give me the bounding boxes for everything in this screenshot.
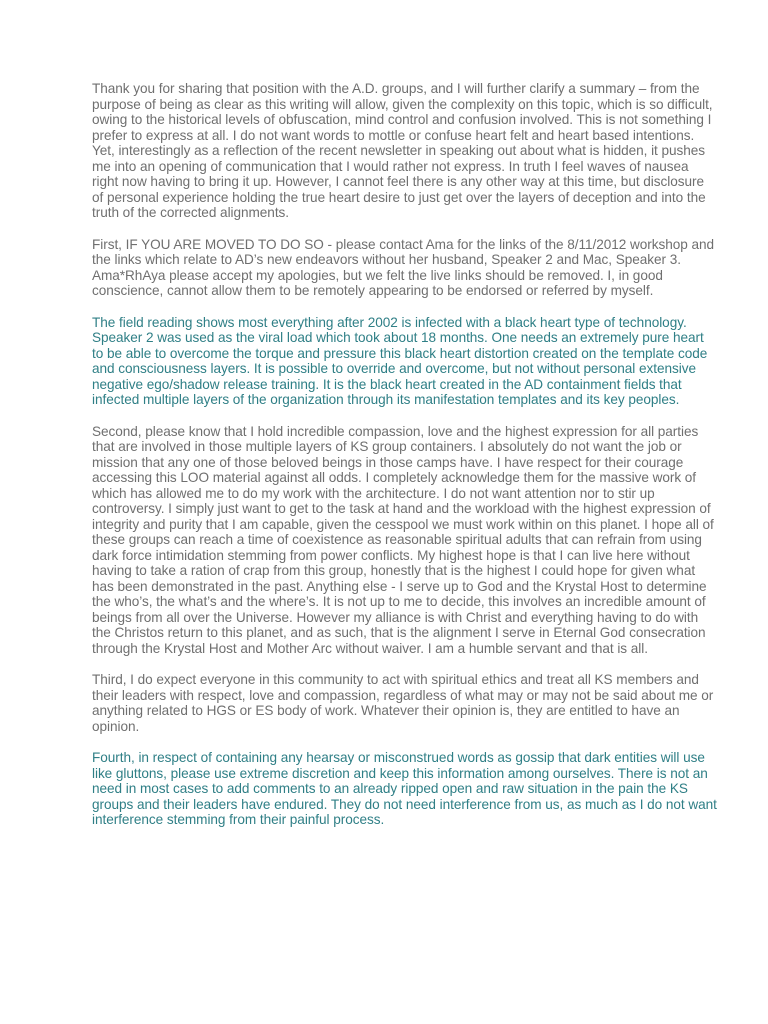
paragraph-third: Third, I do expect everyone in this community to act with spiritual ethics and treat all KS members and their leaders with respect, love and compassion, regardless of what may or may not be said about me or anything related to HGS or ES body of work. Whatever their opinion is, they are entitled to have an opinion. <box>92 672 714 734</box>
paragraph-fourth: Fourth, in respect of containing any hearsay or misconstrued words as gossip that dark entities will use like gluttons, please use extreme discretion and keep this information among ourselves. There is not an need in most cases to add comments to an already ripped open and raw situation in the pain the KS groups and their leaders have endured. They do not need interference from us, as much as I do not want interference stemming from their painful process. <box>92 750 717 827</box>
paragraph-first: First, IF YOU ARE MOVED TO DO SO - please contact Ama for the links of the 8/11/2012 workshop and the links which relate to AD’s new endeavors without her husband, Speaker 2 and Mac, Speaker 3. Ama*RhAya please accept my apologies, but we felt the live links should be removed. I, in good conscience, cannot allow them to be remotely appearing to be endorsed or referred by myself. <box>92 236 714 298</box>
paragraph-second: Second, please know that I hold incredible compassion, love and the highest expression for all parties that are involved in those multiple layers of KS group containers. I absolutely do not want the job or mission that any one of those beloved beings in those camps have. I have respect for their courage accessing this LOO material against all odds. I completely acknowledge them for the massive work of which has allowed me to do my work with the architecture. I do not want attention nor to stir up controversy. I simply just want to get to the task at hand and the workload with the highest expression of integrity and purity that I am capable, given the cesspool we must work within on this planet. I hope all of these groups can reach a time of coexistence as reasonable spiritual adults that can refrain from using dark force intimidation stemming from power conflicts. My highest hope is that I can live here without having to take a ration of crap from this group, honestly that is the highest I could hope for given what has been demonstrated in the past. Anything else - I serve up to God and the Krystal Host to determine the who’s, the what’s and the where’s. It is not up to me to decide, this involves an incredible amount of beings from all over the Universe. However my alliance is with Christ and everything having to do with the Christos return to this planet, and as such, that is the alignment I serve in Eternal God consecration through the Krystal Host and Mother Arc without waiver. I am a humble servant and that is all. <box>92 423 714 656</box>
paragraph-intro: Thank you for sharing that position with the A.D. groups, and I will further clarify a summary – from the purpose of being as clear as this writing will allow, given the complexity on this topic, which is so difficult, owing to the historical levels of obfuscation, mind control and confusion involved. This is not something I prefer to express at all. I do not want words to mottle or confuse heart felt and heart based intentions. Yet, interestingly as a reflection of the recent newsletter in speaking out about what is hidden, it pushes me into an opening of communication that I would rather not express. In truth I feel waves of nausea right now having to bring it up. However, I cannot feel there is any other way at this time, but disclosure of personal experience holding the true heart desire to just get over the layers of deception and into the truth of the corrected alignments. <box>92 81 713 220</box>
document-page <box>92 81 718 844</box>
paragraph-field-reading: The field reading shows most everything after 2002 is infected with a black heart type of technology. Speaker 2 was used as the viral load which took about 18 months. One needs an extremely pure heart to be able to overcome the torque and pressure this black heart distortion created on the template code and consciousness layers. It is possible to override and overcome, but not without personal extensive negative ego/shadow release training. It is the black heart created in the AD containment fields that infected multiple layers of the organization through its manifestation templates and its key peoples. <box>92 314 708 407</box>
